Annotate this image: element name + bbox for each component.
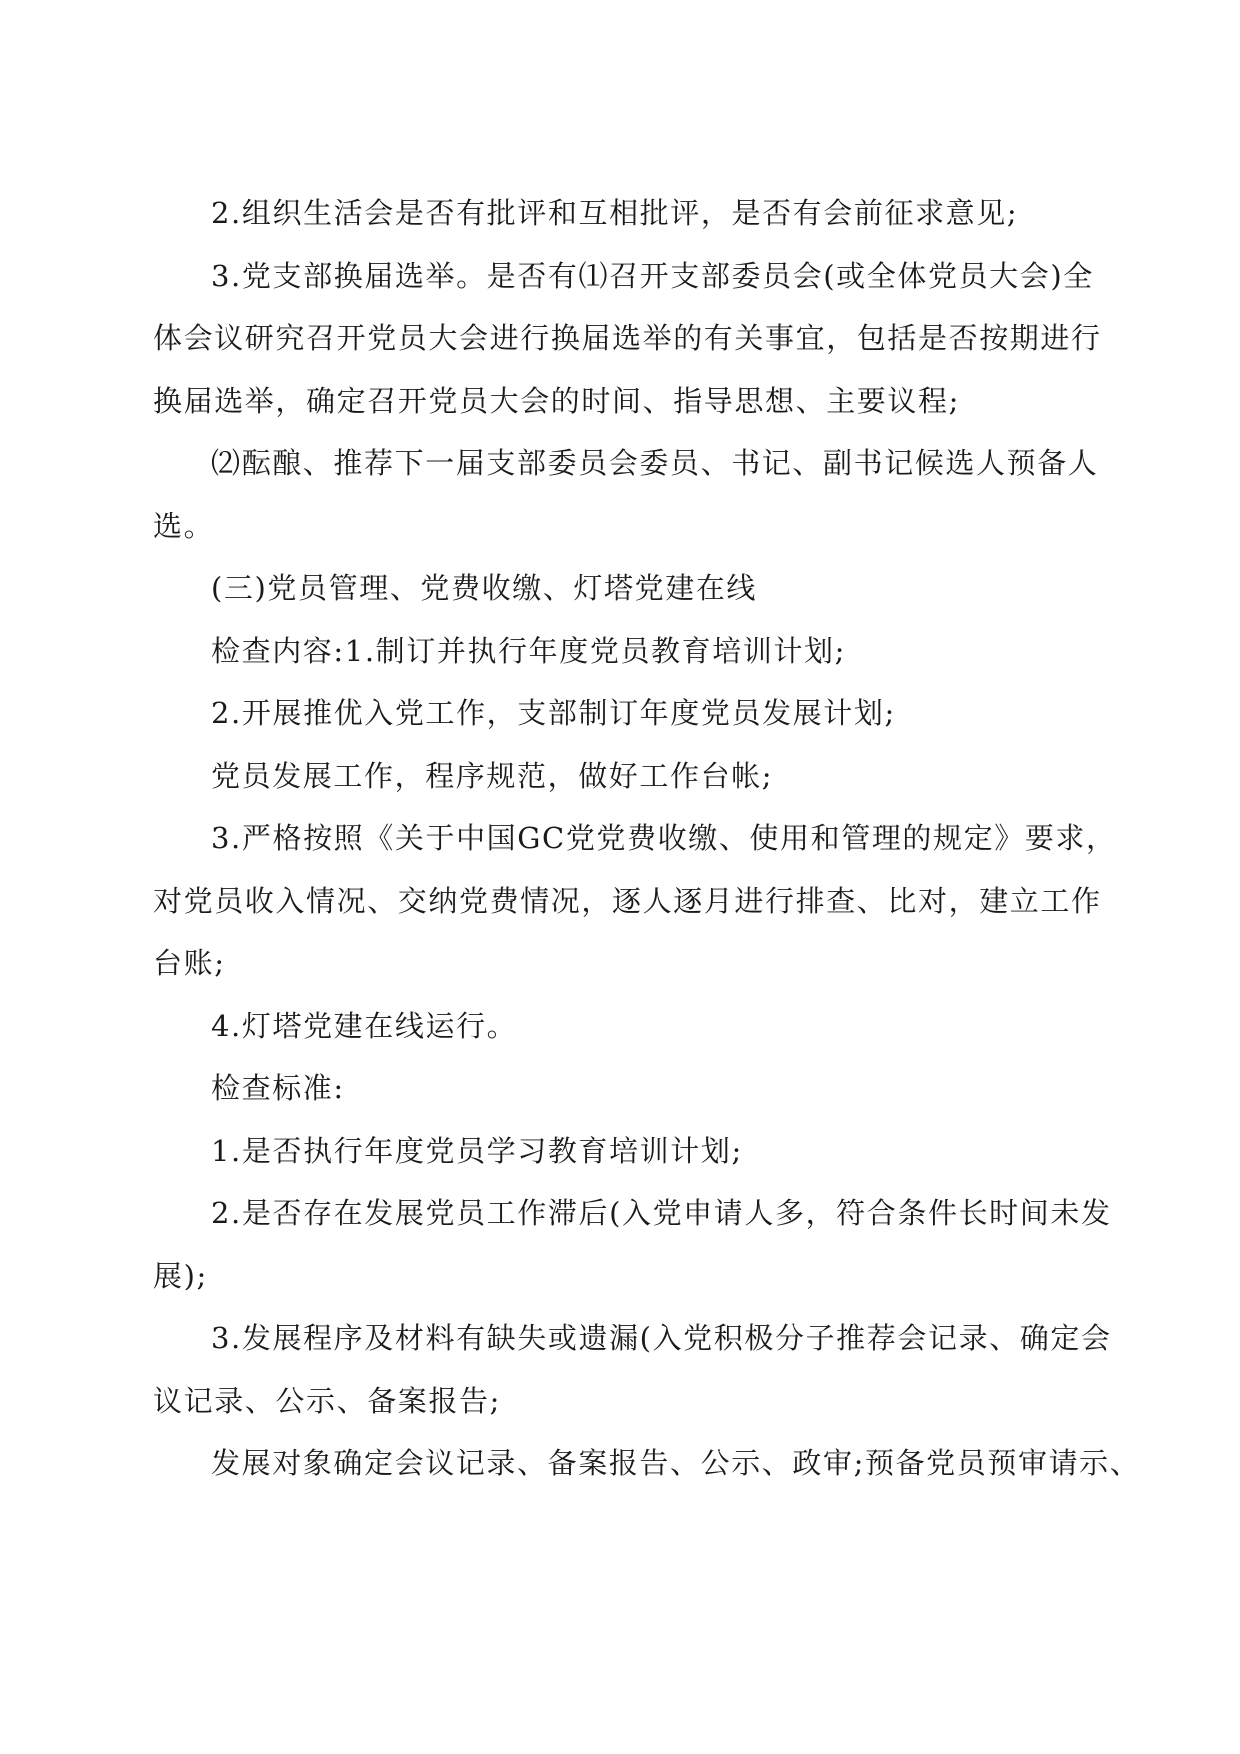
paragraph-line: 3.党支部换届选举。是否有⑴召开支部委员会(或全体党员大会)全: [211, 258, 1094, 293]
paragraph-line: 换届选举，确定召开党员大会的时间、指导思想、主要议程;: [153, 383, 960, 418]
paragraph-line: 台账;: [153, 946, 226, 980]
paragraph-line: 党员发展工作，程序规范，做好工作台帐;: [211, 758, 774, 793]
paragraph-line: ⑵酝酿、推荐下一届支部委员会委员、书记、副书记候选人预备人: [211, 446, 1099, 480]
paragraph-line: 议记录、公示、备案报告;: [153, 1383, 501, 1418]
paragraph-line: 检查内容:1.制订并执行年度党员教育培训计划;: [211, 633, 847, 668]
paragraph-line: 2.是否存在发展党员工作滞后(入党申请人多，符合条件长时间未发: [211, 1196, 1112, 1230]
paragraph-line: 4.灯塔党建在线运行。: [211, 1008, 518, 1043]
paragraph-line: 选。: [153, 508, 215, 543]
paragraph-line: 体会议研究召开党员大会进行换届选举的有关事宜，包括是否按期进行: [153, 321, 1102, 355]
paragraph-line: 发展对象确定会议记录、备案报告、公示、政审;预备党员预审请示、: [211, 1446, 1141, 1480]
paragraph-line: 检查标准:: [211, 1071, 345, 1105]
paragraph-line: 展);: [153, 1258, 208, 1293]
paragraph-line: 1.是否执行年度党员学习教育培训计划;: [211, 1133, 743, 1168]
paragraph-line: 2.组织生活会是否有批评和互相批评，是否有会前征求意见;: [211, 196, 1019, 230]
paragraph-line: (三)党员管理、党费收缴、灯塔党建在线: [211, 571, 758, 605]
paragraph-line: 3.严格按照《关于中国GC党党费收缴、使用和管理的规定》要求，: [211, 821, 1117, 855]
paragraph-line: 2.开展推优入党工作，支部制订年度党员发展计划;: [211, 696, 896, 730]
document-body: [153, 182, 1141, 1495]
paragraph-line: 3.发展程序及材料有缺失或遗漏(入党积极分子推荐会记录、确定会: [211, 1321, 1112, 1355]
paragraph-line: 对党员收入情况、交纳党费情况，逐人逐月进行排查、比对，建立工作: [153, 883, 1102, 918]
